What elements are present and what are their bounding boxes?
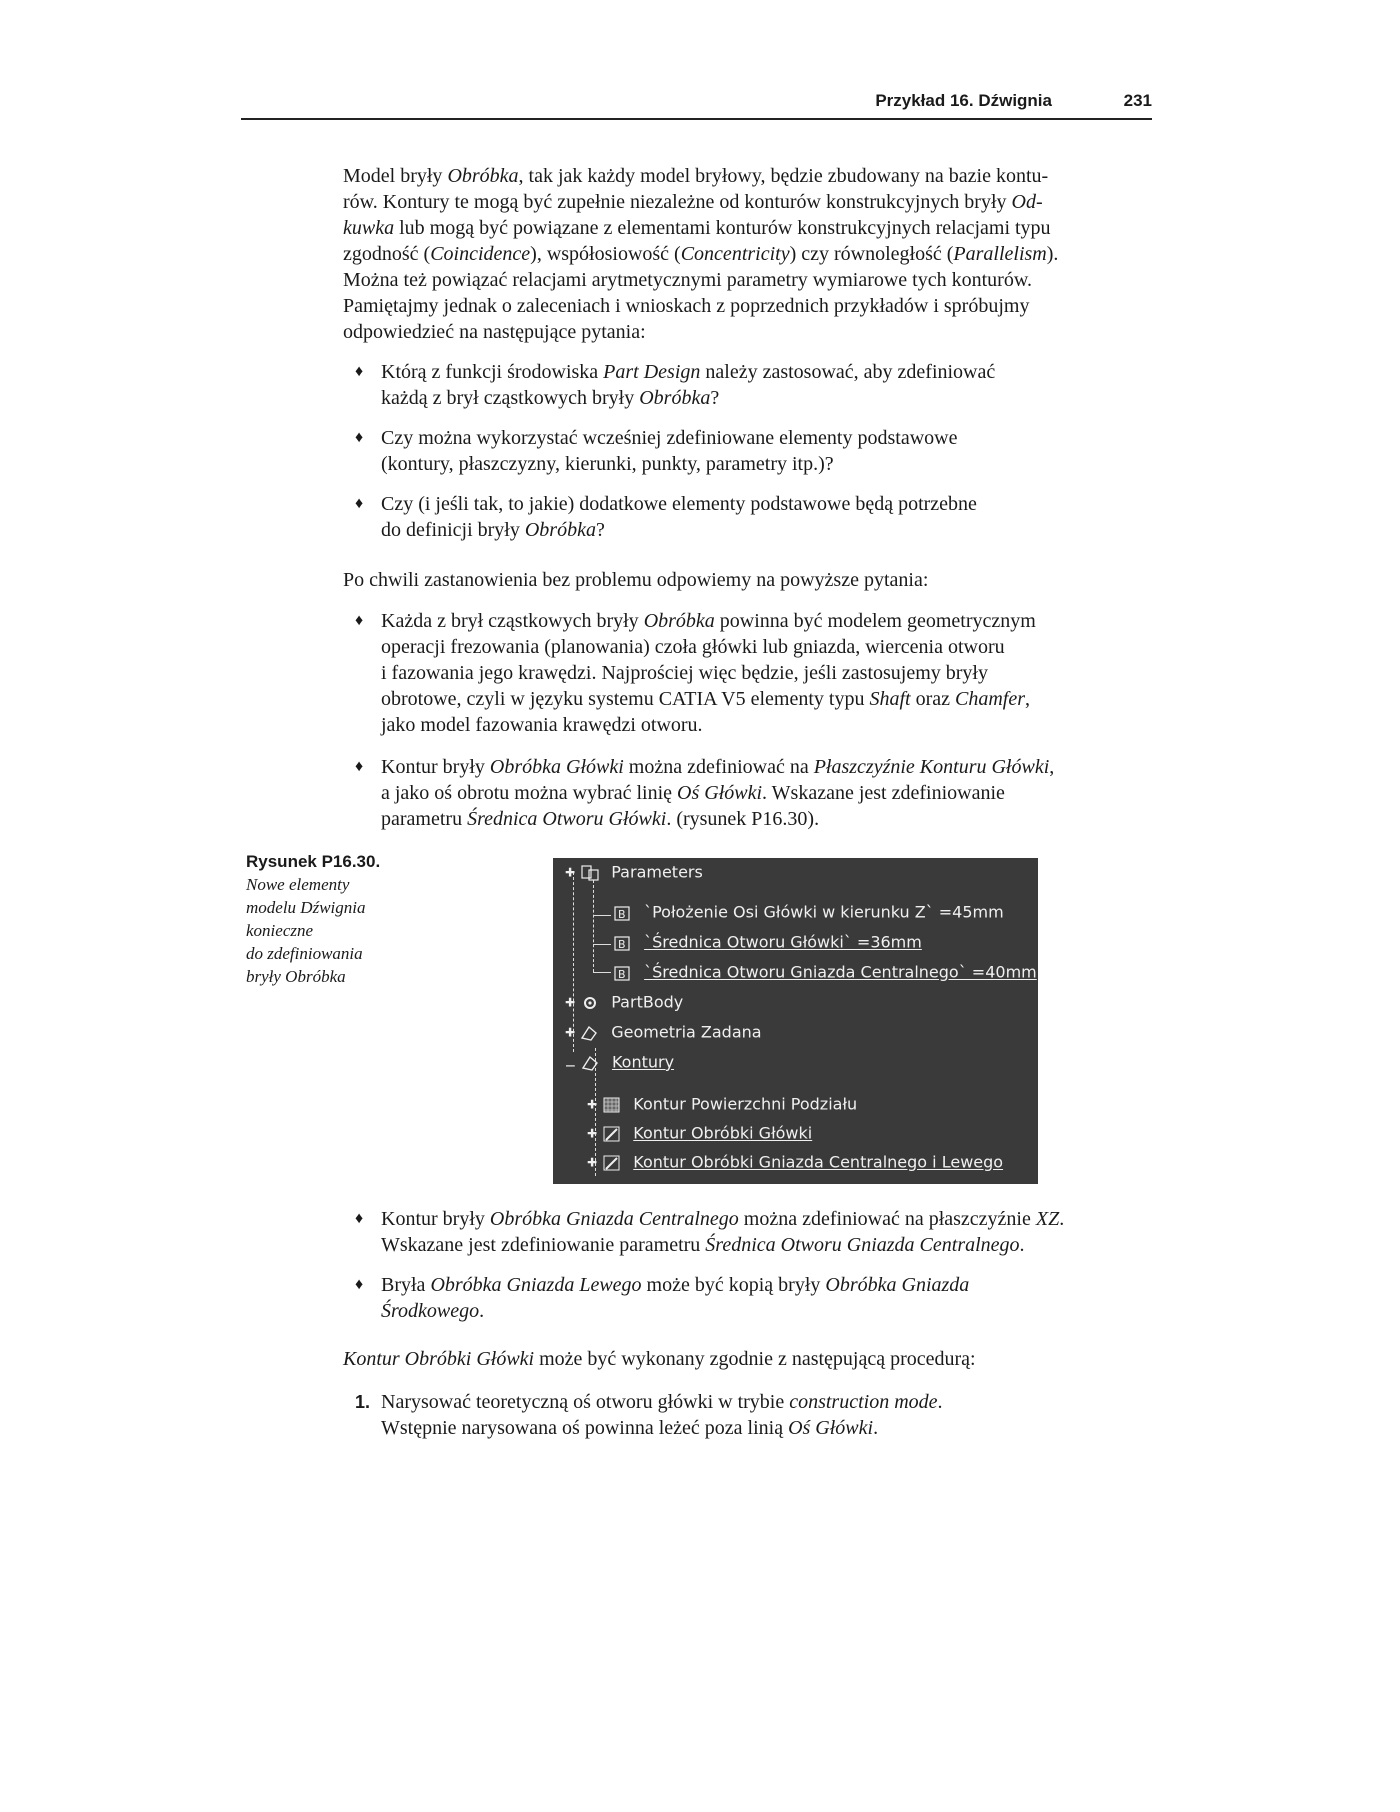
text-italic: Od-	[1011, 191, 1043, 213]
chapter-title: Przykład 16. Dźwignia	[875, 91, 1052, 110]
expand-node-icon[interactable]: ✚	[587, 1155, 598, 1170]
text-italic: Parallelism	[953, 243, 1047, 265]
tree-node-parameters[interactable]	[565, 859, 703, 885]
text-italic: Obróbka	[643, 610, 715, 632]
text: Kontur bryły	[381, 1208, 490, 1230]
text: a jako oś obrotu można wybrać linię	[381, 782, 678, 804]
text: należy zastosować, aby zdefiniować	[700, 361, 996, 383]
more-answers-list	[355, 1206, 1135, 1324]
figure-label: Rysunek P16.30.	[246, 852, 381, 871]
text: Bryła	[381, 1274, 431, 1296]
parameter-icon	[613, 904, 633, 922]
step-text	[355, 1389, 1135, 1441]
text: każdą z brył cząstkowych bryły	[381, 387, 640, 409]
tree-connector	[593, 944, 611, 945]
gear-icon	[580, 994, 600, 1012]
specification-tree-screenshot	[553, 858, 1038, 1184]
tree-node-kontury[interactable]	[565, 1049, 674, 1075]
text: jako model fazowania krawędzi otworu.	[381, 714, 703, 736]
diamond-bullet-icon: ♦	[355, 612, 364, 629]
text-italic: kuwka	[343, 217, 395, 239]
text: odpowiedzieć na następujące pytania:	[343, 321, 646, 343]
diamond-bullet-icon: ♦	[355, 495, 364, 512]
text: ).	[1046, 243, 1059, 265]
list-item	[355, 491, 1135, 543]
tree-node-label: `Położenie Osi Główki w kierunku Z` =45mm	[644, 902, 1004, 922]
text: powinna być modelem geometrycznym	[714, 610, 1036, 632]
text: . (rysunek P16.30).	[666, 808, 820, 830]
text: Którą z funkcji środowiska	[381, 361, 604, 383]
text-italic: XZ	[1035, 1208, 1060, 1230]
tree-connector	[593, 972, 611, 973]
text-italic: Oś Główki	[788, 1417, 874, 1439]
answer-intro	[343, 567, 1153, 593]
text: Czy można wykorzystać wcześniej zdefiniowane elementy podstawowe	[381, 427, 958, 449]
text: Pamiętajmy jednak o zaleceniach i wnioskach z poprzednich przykładów i spróbujmy	[343, 295, 1030, 317]
page-number: 231	[1123, 91, 1152, 110]
text-italic: Kontur Obróbki Główki	[343, 1348, 535, 1370]
caption-line: konieczne	[246, 921, 314, 940]
svg-text:B: B	[618, 967, 626, 981]
text: obrotowe, czyli w języku systemu CATIA V5 elementy typu	[381, 688, 870, 710]
tree-connector	[593, 915, 611, 916]
text-italic: Shaft	[869, 688, 911, 710]
caption-line: Nowe elementy	[246, 875, 350, 894]
intro-paragraph	[343, 163, 1153, 345]
text-italic: Obróbka	[447, 165, 519, 187]
sketch-icon	[602, 1154, 622, 1172]
page-header	[241, 88, 1152, 120]
svg-text:B: B	[618, 907, 626, 921]
tree-node-label: Kontury	[611, 1052, 675, 1072]
text-italic: Coincidence	[430, 243, 531, 265]
collapse-node-icon[interactable]: ⚊	[565, 1055, 576, 1070]
tree-node-parameter[interactable]	[613, 929, 922, 955]
text-italic: Średnica Otworu Gniazda Centralnego	[705, 1234, 1020, 1256]
procedure-intro	[343, 1346, 1153, 1372]
text: ?	[595, 519, 605, 541]
parameter-icon	[613, 964, 633, 982]
list-item	[355, 1272, 1135, 1324]
list-item	[355, 608, 1135, 738]
figure-caption	[246, 850, 446, 988]
geometrical-set-icon	[581, 1054, 601, 1072]
tree-node-sketch[interactable]	[587, 1091, 857, 1117]
tree-node-label: `Średnica Otworu Gniazda Centralnego` =40mm	[644, 962, 1037, 982]
parameter-icon	[613, 934, 633, 952]
diamond-bullet-icon: ♦	[355, 1276, 364, 1293]
caption-line: do zdefiniowania	[246, 944, 363, 963]
text: i fazowania jego krawędzi. Najprościej więc będzie, jeśli zastosujemy bryły	[381, 662, 988, 684]
svg-text:B: B	[618, 937, 626, 951]
text: .	[937, 1391, 943, 1413]
text: .	[479, 1300, 485, 1322]
text: może być wykonany zgodnie z następującą procedurą:	[534, 1348, 976, 1370]
step-number: 1.	[355, 1392, 371, 1412]
questions-list	[355, 359, 1135, 543]
expand-node-icon[interactable]: ✚	[565, 1025, 576, 1040]
text: ) czy równoległość (	[789, 243, 954, 265]
text: .	[873, 1417, 879, 1439]
text: Wstępnie narysowana oś powinna leżeć poza linią	[381, 1417, 789, 1439]
text: rów. Kontury te mogą być zupełnie niezależne od konturów konstrukcyjnych bryły	[343, 191, 1012, 213]
text-italic: Średnica Otworu Główki	[467, 808, 667, 830]
tree-node-label: `Średnica Otworu Główki` =36mm	[644, 932, 922, 952]
text: Narysować teoretyczną oś otworu główki w trybie	[381, 1391, 790, 1413]
tree-connector	[593, 880, 594, 972]
expand-node-icon[interactable]: ✚	[587, 1097, 598, 1112]
text: zgodność (	[343, 243, 431, 265]
text: ,	[1024, 688, 1030, 710]
answers-list	[355, 608, 1135, 832]
tree-node-parameter[interactable]	[613, 959, 1037, 985]
text: ), współosiowość (	[530, 243, 681, 265]
list-item	[355, 359, 1135, 411]
text: parametru	[381, 808, 468, 830]
text-italic: Obróbka Gniazda Centralnego	[489, 1208, 739, 1230]
text-italic: Obróbka	[639, 387, 711, 409]
caption-line: bryły Obróbka	[246, 967, 346, 986]
geometrical-set-icon	[580, 1024, 600, 1042]
text: Można też powiązać relacjami arytmetycznymi parametry wymiarowe tych konturów.	[343, 269, 1032, 291]
tree-node-label: PartBody	[611, 992, 684, 1012]
text: .	[1059, 1208, 1065, 1230]
sketch-icon	[602, 1125, 622, 1143]
text: Czy (i jeśli tak, to jakie) dodatkowe elementy podstawowe będą potrzebne	[381, 493, 977, 515]
text-italic: Part Design	[603, 361, 701, 383]
list-item	[355, 1389, 1135, 1441]
text-italic: Płaszczyźnie Konturu Główki	[813, 756, 1050, 778]
list-item	[355, 425, 1135, 477]
text: do definicji bryły	[381, 519, 525, 541]
tree-node-geometria-zadana[interactable]	[565, 1019, 762, 1045]
text-italic: Obróbka Główki	[489, 756, 624, 778]
tree-node-label: Kontur Obróbki Gniazda Centralnego i Lewego	[633, 1152, 1004, 1172]
tree-node-sketch[interactable]	[587, 1120, 812, 1146]
text: Model bryły	[343, 165, 448, 187]
text: Każda z brył cząstkowych bryły	[381, 610, 644, 632]
list-item	[355, 754, 1135, 832]
list-item	[355, 1206, 1135, 1258]
text: Kontur bryły	[381, 756, 490, 778]
diamond-bullet-icon: ♦	[355, 363, 364, 380]
text-italic: Obróbka Gniazda Lewego	[430, 1274, 642, 1296]
text: Wskazane jest zdefiniowanie parametru	[381, 1234, 706, 1256]
diamond-bullet-icon: ♦	[355, 1210, 364, 1227]
parameters-icon	[580, 864, 600, 882]
text: . Wskazane jest zdefiniowanie	[762, 782, 1005, 804]
caption-line: modelu Dźwignia	[246, 898, 366, 917]
tree-node-label: Kontur Powierzchni Podziału	[633, 1094, 858, 1114]
sketch-grid-icon	[602, 1096, 622, 1114]
procedure-steps	[355, 1389, 1135, 1441]
text: (kontury, płaszczyzny, kierunki, punkty, parametry itp.)?	[381, 453, 834, 475]
tree-node-parameter[interactable]	[613, 899, 1004, 925]
text-italic: Chamfer	[954, 688, 1025, 710]
expand-node-icon[interactable]: ✚	[587, 1126, 598, 1141]
text: , tak jak każdy model bryłowy, będzie zbudowany na bazie kontu-	[518, 165, 1049, 187]
diamond-bullet-icon: ♦	[355, 758, 364, 775]
tree-node-sketch[interactable]	[587, 1149, 1003, 1175]
text-italic: Obróbka	[524, 519, 596, 541]
text: oraz	[910, 688, 955, 710]
text: można zdefiniować na płaszczyźnie	[738, 1208, 1036, 1230]
expand-node-icon[interactable]: ✚	[565, 995, 576, 1010]
text: Po chwili zastanowienia bez problemu odpowiemy na powyższe pytania:	[343, 569, 929, 591]
tree-node-partbody[interactable]	[565, 989, 683, 1015]
tree-node-label: Kontur Obróbki Główki	[633, 1123, 813, 1143]
text: lub mogą być powiązane z elementami konturów konstrukcyjnych relacjami typu	[394, 217, 1051, 239]
text-italic: Obróbka Gniazda	[825, 1274, 970, 1296]
text: można zdefiniować na	[623, 756, 814, 778]
text: operacji frezowania (planowania) czoła główki lub gniazda, wiercenia otworu	[381, 636, 1005, 658]
text: może być kopią bryły	[641, 1274, 826, 1296]
text-italic: Oś Główki	[677, 782, 763, 804]
expand-node-icon[interactable]: ✚	[565, 865, 576, 880]
text: ,	[1049, 756, 1055, 778]
text: ?	[710, 387, 720, 409]
text-italic: construction mode	[789, 1391, 938, 1413]
diamond-bullet-icon: ♦	[355, 429, 364, 446]
text: .	[1019, 1234, 1025, 1256]
text-italic: Środkowego	[381, 1300, 480, 1322]
text-italic: Concentricity	[680, 243, 790, 265]
tree-node-label: Parameters	[611, 862, 703, 882]
tree-node-label: Geometria Zadana	[611, 1022, 762, 1042]
